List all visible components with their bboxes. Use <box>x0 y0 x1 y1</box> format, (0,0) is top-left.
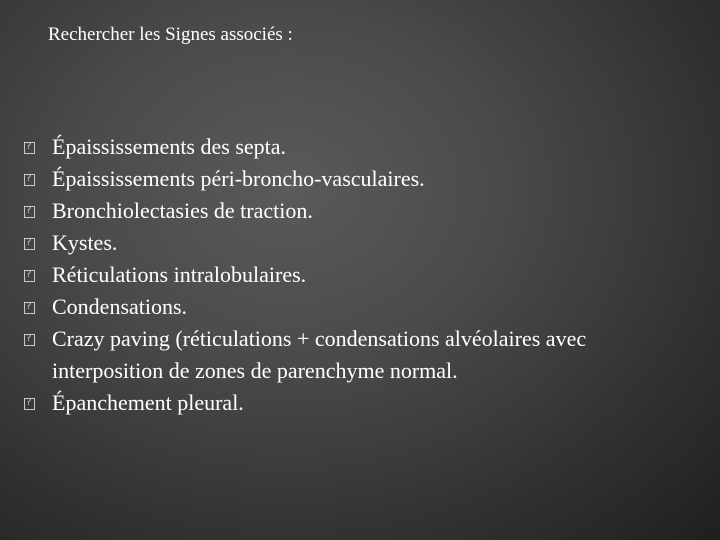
bullet-text: Kystes. <box>52 230 118 255</box>
slide-title: Rechercher les Signes associés : <box>48 24 293 45</box>
bullet-text: Réticulations intralobulaires. <box>52 262 307 287</box>
bullet-item <box>0 195 692 227</box>
bullet-box-icon <box>24 238 35 250</box>
bullet-text: Condensations. <box>52 294 188 319</box>
bullet-box-icon <box>24 174 35 186</box>
bullet-box-icon <box>24 270 35 282</box>
bullet-item <box>0 163 692 195</box>
bullet-box-icon <box>24 302 35 314</box>
bullet-text: Épaississements péri-broncho-vasculaires. <box>52 166 425 191</box>
bullet-item <box>0 227 692 259</box>
bullet-text: Épaississements des septa. <box>52 134 287 159</box>
bullet-text: Bronchiolectasies de traction. <box>52 198 313 223</box>
bullet-item <box>0 131 692 163</box>
bullet-text: Épanchement pleural. <box>52 390 244 415</box>
bullet-box-icon <box>24 206 35 218</box>
bullet-list <box>0 131 692 419</box>
bullet-item <box>0 291 692 323</box>
bullet-box-icon <box>24 142 35 154</box>
bullet-item <box>0 387 692 419</box>
bullet-box-icon <box>24 398 35 410</box>
bullet-item <box>0 259 692 291</box>
bullet-text: Crazy paving (réticulations + condensations alvéolaires avec interposition de zones de parenchyme normal. <box>52 326 587 383</box>
bullet-box-icon <box>24 334 35 346</box>
bullet-item <box>0 323 692 387</box>
